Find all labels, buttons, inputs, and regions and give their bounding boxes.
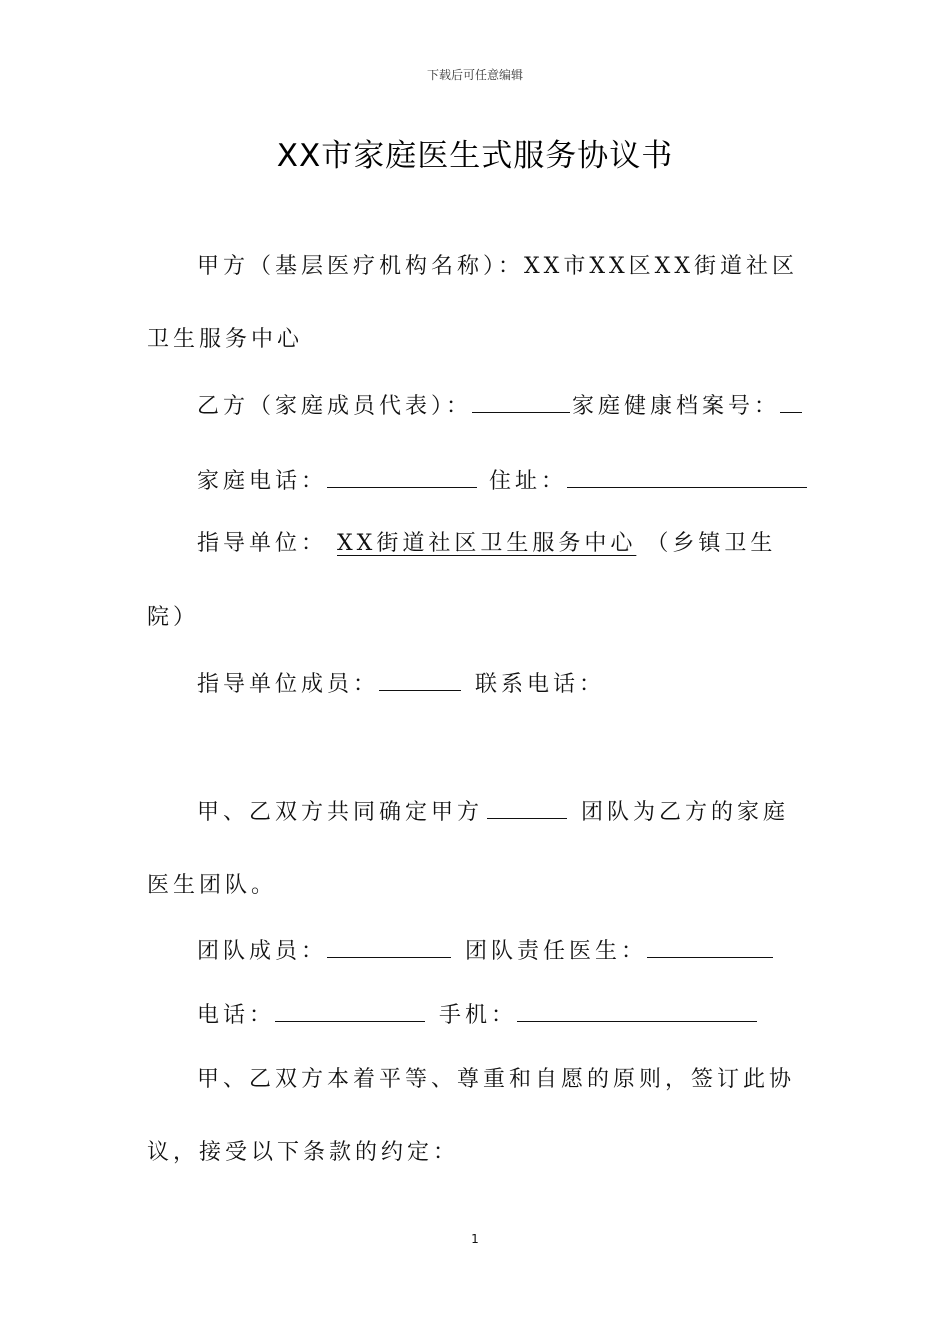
guide-member-blank[interactable] (379, 668, 461, 691)
principle-line-1: 甲、乙双方本着平等、尊重和自愿的原则，签订此协 (197, 1067, 796, 1092)
home-phone-blank[interactable] (327, 465, 477, 488)
home-phone-label: 家庭电话： (197, 469, 328, 494)
party-a-value-continued: 卫生服务中心 (147, 327, 304, 352)
lead-doctor-label: 团队责任医生： (465, 939, 648, 964)
team-contact-line (197, 999, 757, 1031)
header-note: 下载后可任意编辑 (426, 68, 523, 82)
team-phone-blank[interactable] (275, 999, 425, 1022)
team-members-line (197, 935, 773, 967)
party-a-value: XX市XX区XX街道社区 (524, 254, 798, 279)
guide-unit-label: 指导单位： (197, 531, 328, 556)
team-agreement-suffix: 团队为乙方的家庭 (581, 800, 790, 825)
team-agreement-continued: 医生团队。 (147, 873, 278, 898)
guide-contact-phone-label: 联系电话： (475, 672, 606, 697)
party-b-name-blank[interactable] (472, 390, 570, 413)
guide-unit-value: XX街道社区卫生服务中心 (337, 531, 637, 556)
party-a-label: 甲方（基层医疗机构名称）： (197, 254, 525, 279)
mobile-blank[interactable] (517, 999, 757, 1022)
party-a-line (197, 252, 798, 282)
guide-unit-suffix-continued: 院） (147, 605, 200, 630)
address-label: 住址： (489, 469, 568, 494)
guide-unit-line (197, 529, 776, 559)
archive-number-blank[interactable] (780, 390, 802, 413)
guide-member-label: 指导单位成员： (197, 672, 380, 697)
guide-member-line (197, 668, 605, 700)
team-members-blank[interactable] (327, 935, 451, 958)
guide-unit-suffix: （乡镇卫生 (646, 531, 777, 556)
team-phone-label: 电话： (197, 1003, 276, 1028)
party-b-label: 乙方（家庭成员代表）： (197, 394, 473, 419)
team-agreement-prefix: 甲、乙双方共同确定甲方 (197, 800, 484, 825)
document-title: XX市家庭医生式服务协议书 (276, 138, 674, 174)
team-members-label: 团队成员： (197, 939, 328, 964)
address-blank[interactable] (567, 465, 807, 488)
lead-doctor-blank[interactable] (647, 935, 773, 958)
team-agreement-line (197, 796, 789, 828)
archive-number-label: 家庭健康档案号： (572, 394, 781, 419)
contact-line (197, 465, 807, 497)
page-number: 1 (471, 1232, 479, 1246)
mobile-label: 手机： (439, 1003, 518, 1028)
party-b-line (197, 390, 802, 422)
team-name-blank[interactable] (487, 796, 567, 819)
principle-line-2: 议，接受以下条款的约定： (147, 1140, 460, 1165)
